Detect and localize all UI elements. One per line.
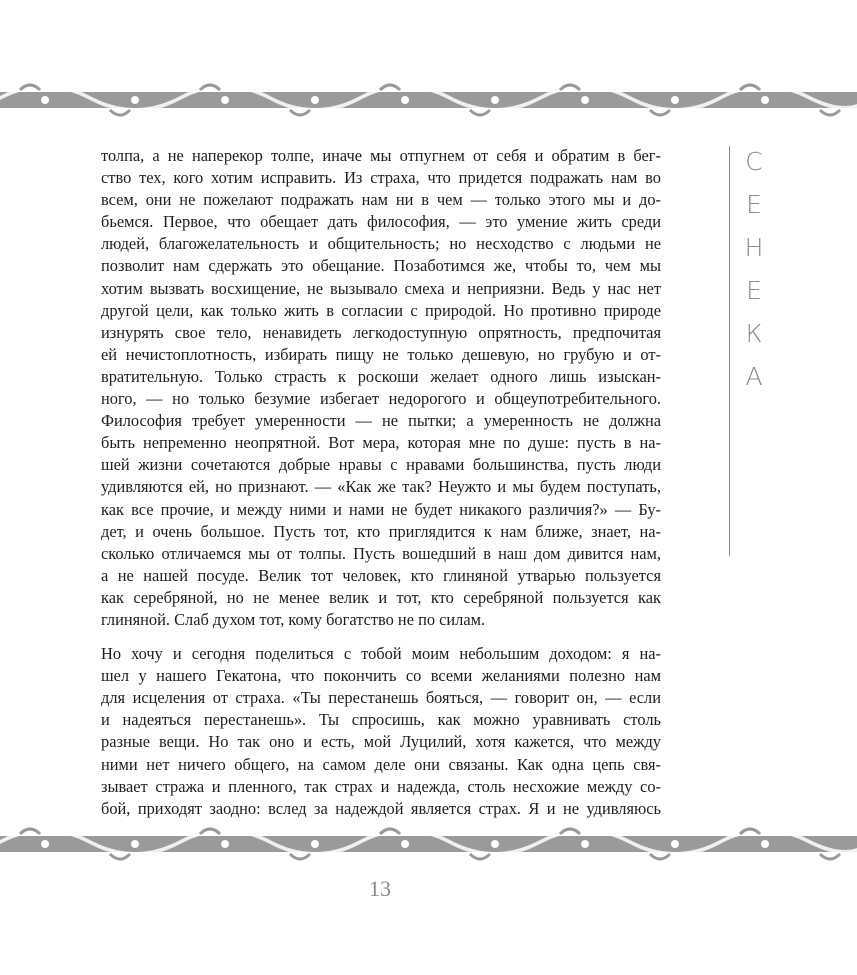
- running-title-letter: Н: [744, 233, 764, 262]
- scroll-ornament-icon: [0, 78, 857, 122]
- text-line: шей жизни сочетаются добрые нравы с нравами большинства, пусть люди: [101, 455, 661, 475]
- text-line: другой цели, как только жить в согласии с природой. Но противно природе: [101, 300, 661, 320]
- text-line: удивляются ей, но признают. — «Как же так? Неужто и мы будем поступать,: [101, 477, 661, 497]
- text-line: глиняной. Слаб духом тот, кому богатство не по силам.: [101, 609, 486, 629]
- text-line: хотим вызвать восхищение, не вызывало смеха и неприязни. Ведь у нас нет: [101, 278, 661, 298]
- running-title-letter: А: [745, 362, 763, 391]
- paragraph-gap: [101, 631, 661, 643]
- scroll-ornament-icon: [0, 822, 857, 866]
- paragraph: [101, 145, 661, 631]
- page-number: 13: [369, 876, 391, 901]
- paragraph: [101, 643, 661, 820]
- running-title-letter: Е: [746, 276, 762, 305]
- text-line: людей, благожелательность и общительность; но несходство с людьми не: [101, 234, 661, 254]
- text-line: изнурять свое тело, ненавидеть легкодоступную опрятность, предпочитая: [101, 322, 661, 342]
- text-line: как серебряной, но не менее велик и тот, кто серебряной пользуется как: [101, 587, 661, 607]
- text-line: толпа, а не наперекор толпе, иначе мы отпугнем от себя и обратим в бег-: [101, 146, 661, 165]
- running-title-letter: С: [745, 147, 763, 176]
- text-line: дет, и очень большое. Пусть тот, кто приглядится к нам ближе, знает, на-: [101, 521, 661, 541]
- running-title-letter: К: [745, 319, 763, 348]
- text-line: Философия требует умеренности — не пытки; а умеренность не должна: [101, 411, 661, 431]
- text-line: бьемся. Первое, что обещает дать философия, — это умение жить среди: [101, 212, 661, 232]
- margin-rule: [729, 146, 730, 556]
- text-line: разные вещи. Но так оно и есть, мой Луцилий, хотя кажется, что между: [101, 732, 661, 752]
- text-line: всем, они не пожелают подражать нам ни в чем — только этого мы и до-: [101, 190, 661, 210]
- text-line: а не нашей посуде. Велик тот человек, кто глиняной утварью пользуется: [101, 565, 661, 585]
- text-line: для исцеления от страха. «Ты перестанешь бояться, — говорит он, — если: [101, 688, 661, 708]
- top-ornament-border: [0, 78, 857, 122]
- text-line: ство тех, кого хотим исправить. Из страха, что придется подражать нам во: [101, 168, 661, 188]
- text-line: позволит нам сдержать это обещание. Позаботимся же, чтобы то, чем мы: [101, 256, 661, 276]
- running-title-letter: Е: [746, 190, 762, 219]
- bottom-ornament-border: [0, 822, 857, 866]
- text-line: вратительную. Только страсть к роскоши желает одного лишь изыскан-: [101, 366, 661, 386]
- running-title: [736, 140, 772, 398]
- text-line: Но хочу и сегодня поделиться с тобой моим небольшим доходом: я на-: [101, 644, 661, 664]
- text-line: шел у нашего Гекатона, что покончить со всеми желаниями полезно нам: [101, 666, 661, 686]
- text-line: зывает стража и пленного, так страх и надежда, столь несхожие между со-: [101, 776, 661, 796]
- text-line: ного, — но только безумие избегает недорогого и общеупотребительного.: [101, 389, 661, 409]
- text-line: ей нечистоплотность, избирать пищу не только дешевую, но грубую и от-: [101, 344, 661, 364]
- text-line: бой, приходят заодно: вслед за надеждой является страх. Я и не удивляюсь: [101, 798, 661, 818]
- text-line: и надеяться перестанешь». Ты спросишь, как можно уравнивать столь: [101, 710, 661, 730]
- text-line: ними нет ничего общего, на самом деле они связаны. Как одна цепь свя-: [101, 754, 661, 774]
- text-line: быть непременно неопрятной. Вот мера, которая мне по душе: пусть в на-: [101, 433, 661, 453]
- body-text: [101, 145, 661, 820]
- text-line: как все прочие, и между ними и нами не будет никакого различия?» — Бу-: [101, 499, 661, 519]
- text-line: сколько отличаемся мы от толпы. Пусть вошедший в наш дом дивится нам,: [101, 543, 661, 563]
